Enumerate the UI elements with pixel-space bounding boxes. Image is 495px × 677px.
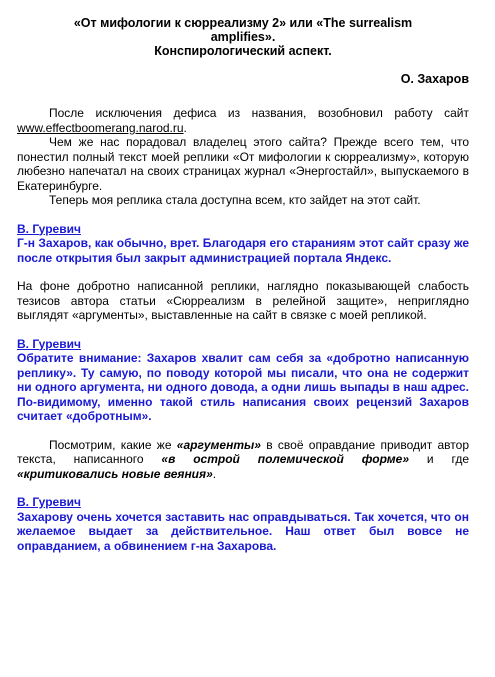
intro-p1-end: . — [183, 120, 187, 135]
intro-paragraph-2: Чем же нас порадовал владелец этого сайта? Прежде всего тем, что понестил полный текст моей реплики «От мифологии к сюрреализму», которую любезно напечатал на своих страницах журнал «Энергостайл», выпускаемого в Екатеринбурге. — [17, 135, 469, 193]
body-paragraph-2 — [17, 438, 469, 482]
reply-text: Обратите внимание: Захаров хвалит сам себя за «добротно написанную реплику». Ту самую, по поводу которой мы писали, что она не содержит ни одного аргумента, ни одного довода, а одни лишь выпады в наш адрес. По-видимому, именно такой стиль написания своих рецензий Захаров считает «добротным». — [17, 351, 469, 423]
reply-author: В. Гуревич — [17, 221, 81, 236]
intro-paragraph-1 — [17, 106, 469, 135]
document-title — [17, 16, 469, 58]
reply-block-3 — [17, 495, 469, 553]
site-link[interactable]: www.effectboomerang.narod.ru — [17, 120, 184, 135]
reply-text: Г-н Захаров, как обычно, врет. Благодаря его стараниям этот сайт сразу же после открытия был закрыт администрацией портала Яндекс. — [17, 236, 469, 265]
reply-block-2 — [17, 337, 469, 424]
para2-emphasis-1: «аргументы» — [176, 437, 261, 452]
body-paragraph-1-text: На фоне добротно написанной реплики, наглядно показывающей слабость тезисов автора статьи «Сюрреализм в релейной защите», неприглядно выглядят «аргументы», выставленные на сайт в связке с моей репликой. — [17, 279, 469, 322]
reply-author: В. Гуревич — [17, 495, 81, 509]
reply-block-1 — [17, 222, 469, 266]
intro-section — [17, 106, 469, 208]
reply-author: В. Гуревич — [17, 336, 81, 351]
para2-text-2: в своё оправдание приводит автор текста, написанного — [17, 437, 470, 466]
reply-text: Захарову очень хочется заставить нас оправдываться. Так хочется, что он желаемое выдает за действительное. Наш ответ был вовсе не оправданием, а обвинением г-на Захарова. — [17, 509, 469, 553]
para2-emphasis-2: «в острой полемической форме» — [161, 452, 410, 466]
body-paragraph-1 — [17, 279, 469, 323]
intro-p1-text: После исключения дефиса из названия, возобновил работу сайт — [49, 106, 469, 120]
intro-paragraph-3: Теперь моя реплика стала доступна всем, кто зайдет на этот сайт. — [49, 193, 421, 207]
title-line-1: «От мифологии к сюрреализму 2» или «The surrealism — [73, 16, 413, 30]
para2-text-1: Посмотрим, какие же — [49, 437, 177, 452]
author-name: О. Захаров — [400, 72, 469, 86]
title-line-3: Конспирологический аспект. — [154, 44, 332, 58]
title-line-2: amplifies». — [210, 30, 276, 44]
document-page — [17, 16, 469, 553]
para2-text-3: и где — [409, 452, 469, 466]
para2-emphasis-3: «критиковались новые веяния» — [17, 466, 213, 481]
body-paragraph-2-text — [17, 438, 469, 482]
para2-text-4: . — [212, 466, 217, 481]
